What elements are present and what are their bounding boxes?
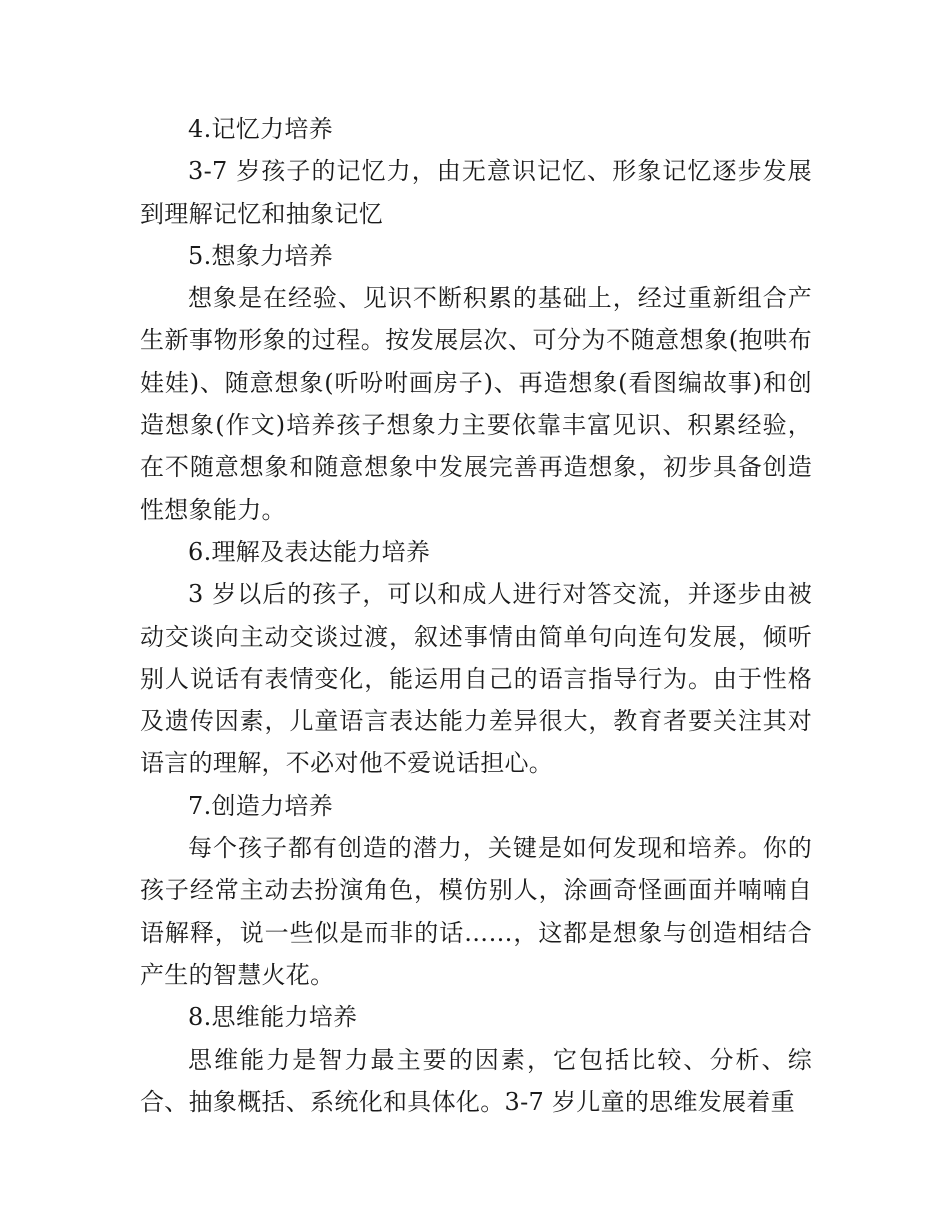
section-body-creativity: 每个孩子都有创造的潜力，关键是如何发现和培养。你的孩子经常主动去扮演角色，模仿别人，涂画奇怪画面并喃喃自语解释，说一些似是而非的话……，这都是想象与创造相结合产生的智慧火花。 (140, 834, 812, 989)
section-heading-understanding-expression: 6.理解及表达能力培养 (188, 537, 431, 566)
section-body-memory: 3-7 岁孩子的记忆力，由无意识记忆、形象记忆逐步发展到理解记忆和抽象记忆 (140, 157, 812, 228)
section-body-understanding-expression: 3 岁以后的孩子，可以和成人进行对答交流，并逐步由被动交谈向主动交谈过渡，叙述事情由简单句向连句发展，倾听别人说话有表情变化，能运用自己的语言指导行为。由于性格及遗传因素，儿童语言表达能力差异很大，教育者要关注其对语言的理解，不必对他不爱说话担心。 (140, 580, 812, 778)
section-heading-imagination: 5.想象力培养 (188, 241, 333, 270)
section-body-thinking: 思维能力是智力最主要的因素，它包括比较、分析、综合、抽象概括、系统化和具体化。3-7 岁儿童的思维发展着重 (140, 1045, 812, 1116)
section-body-imagination: 想象是在经验、见识不断积累的基础上，经过重新组合产生新事物形象的过程。按发展层次、可分为不随意想象(抱哄布娃娃)、随意想象(听吩咐画房子)、再造想象(看图编故事)和创造想象(作文)培养孩子想象力主要依靠丰富见识、积累经验，在不随意想象和随意想象中发展完善再造想象，初步具备创造性想象能力。 (140, 284, 812, 524)
section-heading-memory: 4.记忆力培养 (188, 115, 333, 143)
section-heading-creativity: 7.创造力培养 (188, 791, 333, 820)
document-body (140, 108, 812, 1123)
section-heading-thinking: 8.思维能力培养 (188, 1003, 358, 1032)
